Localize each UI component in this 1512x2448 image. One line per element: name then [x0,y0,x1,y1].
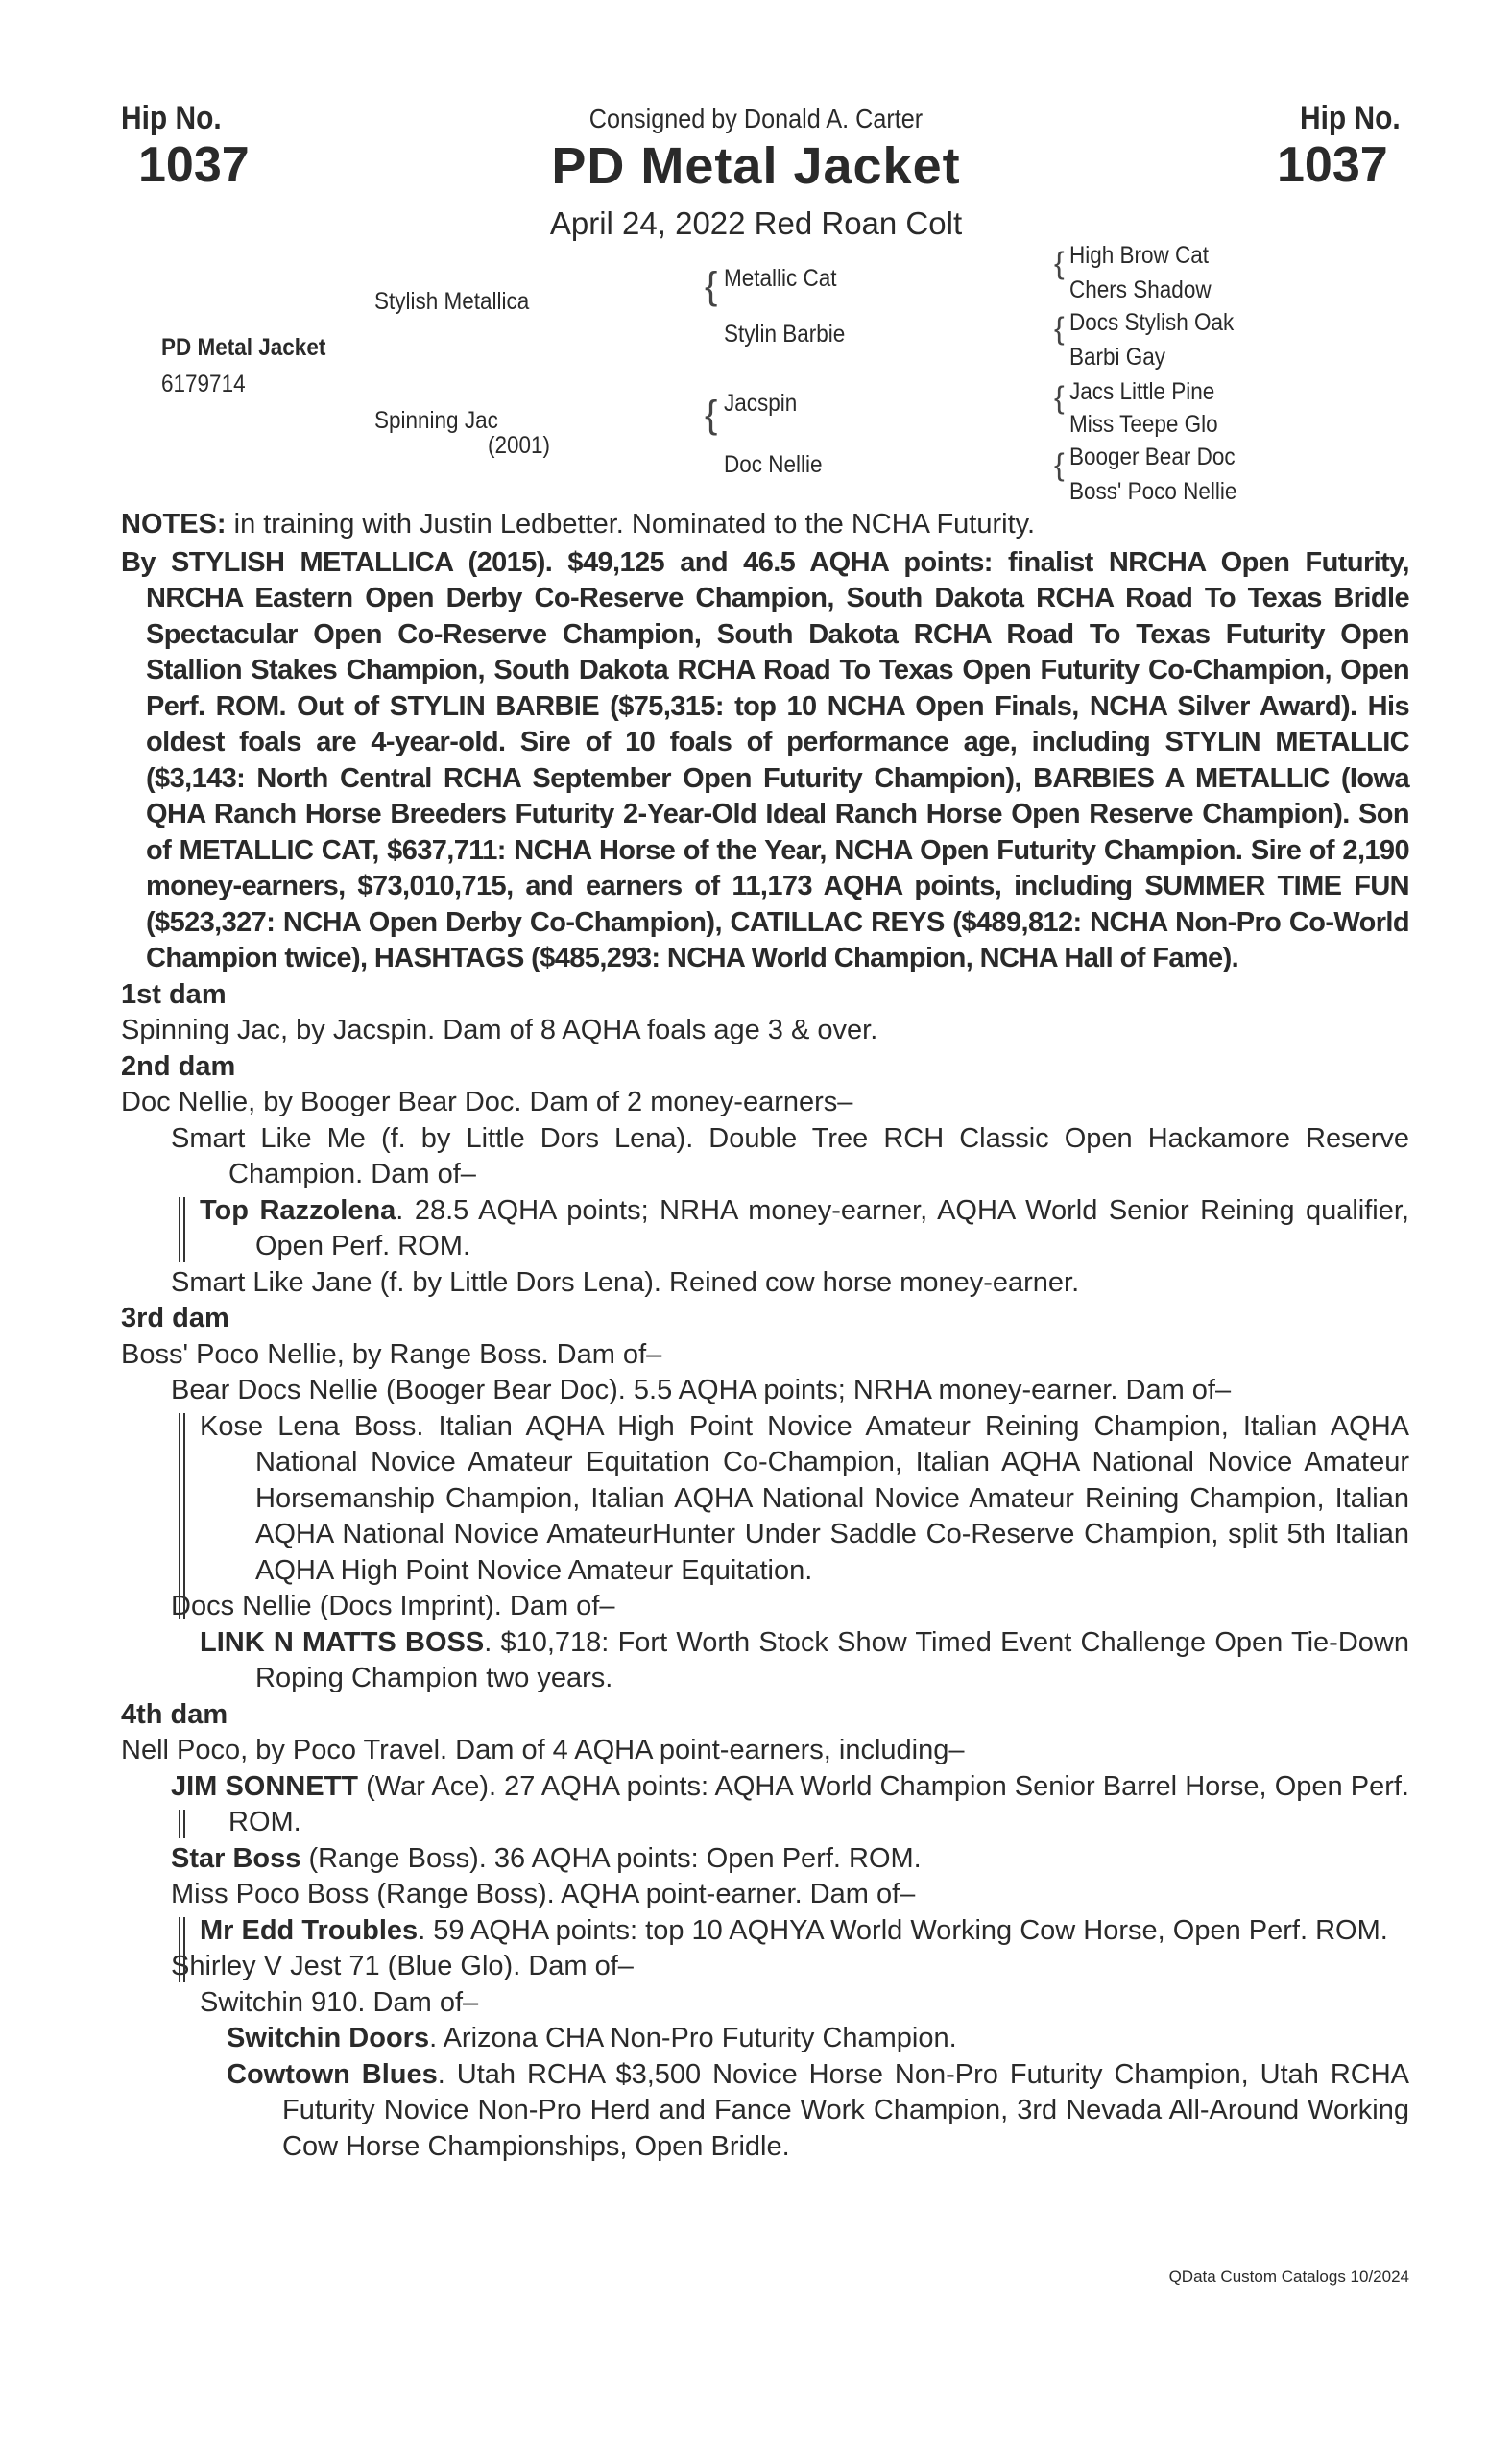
pedigree-gg-1: High Brow Cat [1069,242,1210,269]
pedigree-gg-2: Chers Shadow [1069,276,1212,303]
pedigree-subject: PD Metal Jacket [161,334,326,361]
pedigree-dam-sire: Jacspin [724,390,798,417]
produce-switchin-doors [121,2021,1409,2057]
jim-sonnett-name: JIM SONNETT [171,1770,359,1802]
hip-number-left: 1037 [138,137,250,193]
consignor: Consigned by Donald A. Carter [588,104,924,133]
produce-mr-edd-troubles-block [121,1913,1409,1950]
hip-label-left: Hip No. [121,100,222,136]
top-razzolena-name: Top Razzolena [200,1194,396,1226]
third-dam-text: Boss' Poco Nellie, by Range Boss. Dam of– [121,1338,662,1370]
switchin-doors-text: . Arizona CHA Non-Pro Futurity Champion. [429,2023,957,2053]
registration-number: 6179714 [161,371,246,397]
produce-kose-lena-boss: Kose Lena Boss. Italian AQHA High Point Novice Amateur Reining Champion, Italian AQHA National Novice Amateur Equitation Co-Champion, Italian AQHA National Novice Amateur Horsemanship Champion, Italian AQHA National Novice Amateur Reining Champion, Italian AQHA National Novice AmateurHunter Under Saddle Co-Reserve Champion, split 5th Italian AQHA High Point Novice Amateur Equitation. [200,1410,1409,1586]
brace-icon: { [1054,447,1065,482]
pedigree-gg-8: Boss' Poco Nellie [1069,478,1237,505]
produce-jim-sonnett [121,1769,1409,1841]
star-boss-name: Star Boss [171,1842,301,1874]
notes-text: in training with Justin Ledbetter. Nominated to the NCHA Futurity. [226,509,1036,540]
brace-icon: { [705,265,718,307]
cowtown-blues-name: Cowtown Blues [227,2058,438,2090]
produce-docs-nellie: Docs Nellie (Docs Imprint). Dam of– [171,1591,615,1621]
divider [179,1810,185,1838]
top-razzolena-text: . 28.5 AQHA points; NRHA money-earner, AQHA World Senior Reining qualifier, Open Perf. ROM. [255,1194,1409,1261]
foaling-info: April 24, 2022 Red Roan Colt [549,205,963,241]
pedigree-dam-dam: Doc Nellie [724,451,823,478]
fourth-dam-heading: 4th dam [121,1698,228,1730]
jim-sonnett-text: (War Ace). 27 AQHA points: AQHA World Champion Senior Barrel Horse, Open Perf. ROM. [228,1770,1409,1837]
produce-cowtown-blues [121,2057,1409,2166]
pedigree-sire: Stylish Metallica [374,288,530,315]
brace-icon: { [1054,311,1065,346]
pedigree-gg-3: Docs Stylish Oak [1069,309,1235,336]
produce-link-n-matts-boss [121,1625,1409,1697]
pedigree-dam-year: (2001) [488,432,551,459]
pedigree-gg-4: Barbi Gay [1069,344,1166,371]
cowtown-blues-text: . Utah RCHA $3,500 Novice Horse Non-Pro Futurity Champion, Utah RCHA Futurity Novice Non-Pro Herd and Fance Work Champion, 3rd Nevada All-Around Working Cow Horse Championships, Open Bridle. [282,2058,1409,2162]
catalog-body [121,507,1409,2165]
link-n-matts-boss-text: . $10,718: Fort Worth Stock Show Timed Event Challenge Open Tie-Down Roping Champion two years. [255,1626,1409,1693]
notes [121,507,1409,543]
produce-top-razzolena [121,1193,1409,1265]
first-dam-text: Spinning Jac, by Jacspin. Dam of 8 AQHA foals age 3 & over. [121,1015,878,1045]
fourth-dam-text: Nell Poco, by Poco Travel. Dam of 4 AQHA point-earners, including– [121,1735,965,1765]
mr-edd-troubles-name: Mr Edd Troubles [200,1914,419,1946]
horse-name-title: PD Metal Jacket [551,137,961,195]
pedigree-sire-dam: Stylin Barbie [724,321,846,348]
produce-smart-like-me: Smart Like Me (f. by Little Dors Lena). Double Tree RCH Classic Open Hackamore Reserve Champion. Dam of– [171,1122,1409,1189]
divider [179,1917,185,1982]
divider [179,1413,185,1619]
second-dam-text: Doc Nellie, by Booger Bear Doc. Dam of 2 money-earners– [121,1087,853,1117]
produce-smart-like-jane: Smart Like Jane (f. by Little Dors Lena). Reined cow horse money-earner. [171,1266,1080,1298]
pedigree-dam: Spinning Jac [374,407,498,434]
star-boss-text: (Range Boss). 36 AQHA points: Open Perf. ROM. [300,1842,922,1874]
produce-switchin-910: Switchin 910. Dam of– [200,1986,479,2018]
hip-number-right: 1037 [1277,137,1388,193]
produce-miss-poco-boss: Miss Poco Boss (Range Boss). AQHA point-earner. Dam of– [171,1879,916,1909]
produce-bear-docs-nellie: Bear Docs Nellie (Booger Bear Doc). 5.5 AQHA points; NRHA money-earner. Dam of– [171,1375,1232,1405]
pedigree-gg-5: Jacs Little Pine [1069,378,1215,405]
produce-mr-edd-troubles [121,1913,1409,1950]
pedigree-gg-7: Booger Bear Doc [1069,444,1236,470]
produce-shirley-v-jest: Shirley V Jest 71 (Blue Glo). Dam of– [171,1951,634,1981]
produce-jim-sonnett-block [121,1769,1409,1841]
footer-credit: QData Custom Catalogs 10/2024 [1168,2268,1409,2286]
switchin-doors-name: Switchin Doors [227,2023,430,2053]
brace-icon: { [1054,246,1065,280]
produce-top-razzolena-block [121,1193,1409,1265]
produce-star-boss [121,1841,1409,1878]
brace-icon: { [705,394,718,436]
brace-icon: { [1054,380,1065,415]
produce-kose-lena-boss-block [121,1409,1409,1590]
link-n-matts-boss-name: LINK N MATTS BOSS [200,1626,485,1658]
divider [179,1197,185,1262]
notes-label: NOTES: [121,509,227,540]
sire-summary: By STYLISH METALLICA (2015). $49,125 and 46.5 AQHA points: finalist NRCHA Open Futurity, NRCHA Eastern Open Derby Co-Reserve Champion, South Dakota RCHA Road To Texas Bridle Spectacular Open Co-Reserve Champion, South Dakota RCHA Road To Texas Futurity Open Stallion Stakes Champion, South Dakota RCHA Road To Texas Open Futurity Co-Champion, Open Perf. ROM. Out of STYLIN BARBIE ($75,315: top 10 NCHA Open Finals, NCHA Silver Award). His oldest foals are 4-year-old. Sire of 10 foals of performance age, including STYLIN METALLIC ($3,143: North Central RCHA September Open Futurity Champion), BARBIES A METALLIC (Iowa QHA Ranch Horse Breeders Futurity 2-Year-Old Ideal Ranch Horse Open Reserve Champion). Son of METALLIC CAT, $637,711: NCHA Horse of the Year, NCHA Open Futurity Champion. Sire of 2,190 money-earners, $73,010,715, and earners of 11,173 AQHA points, including SUMMER TIME FUN ($523,327: NCHA Open Derby Co-Champion), CATILLAC REYS ($489,812: NCHA Non-Pro Co-World Champion twice), HASHTAGS ($485,293: NCHA World Champion, NCHA Hall of Fame). [121,546,1409,973]
pedigree-sire-sire: Metallic Cat [724,265,837,292]
hip-label-right: Hip No. [1300,100,1401,136]
second-dam-heading: 2nd dam [121,1050,236,1082]
third-dam-heading: 3rd dam [121,1303,229,1333]
mr-edd-troubles-text: . 59 AQHA points: top 10 AQHYA World Working Cow Horse, Open Perf. ROM. [418,1914,1388,1946]
pedigree-gg-6: Miss Teepe Glo [1069,411,1218,438]
first-dam-heading: 1st dam [121,978,227,1010]
